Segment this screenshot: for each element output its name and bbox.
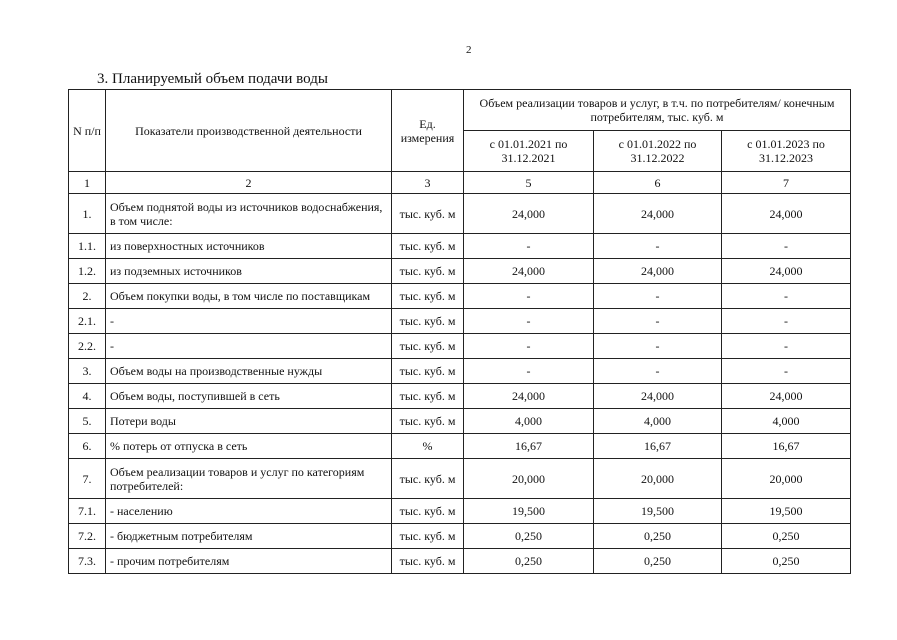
header-num: N п/п xyxy=(69,90,106,172)
row-number: 7. xyxy=(69,459,106,499)
row-value-2021: 0,250 xyxy=(464,549,594,574)
row-indicator: Объем воды на производственные нужды xyxy=(106,359,392,384)
row-indicator: из поверхностных источников xyxy=(106,234,392,259)
row-value-2023: 4,000 xyxy=(722,409,851,434)
row-value-2022: 24,000 xyxy=(594,259,722,284)
row-unit: тыс. куб. м xyxy=(392,309,464,334)
row-value-2022: 4,000 xyxy=(594,409,722,434)
row-value-2023: - xyxy=(722,359,851,384)
row-value-2022: 20,000 xyxy=(594,459,722,499)
row-value-2022: - xyxy=(594,284,722,309)
row-value-2022: 16,67 xyxy=(594,434,722,459)
header-unit: Ед. измерения xyxy=(392,90,464,172)
table-row xyxy=(69,459,851,499)
table-row xyxy=(69,384,851,409)
row-value-2022: - xyxy=(594,359,722,384)
row-value-2021: - xyxy=(464,334,594,359)
water-supply-table xyxy=(68,89,851,574)
row-value-2023: - xyxy=(722,234,851,259)
page-number: 2 xyxy=(466,44,472,56)
row-number: 3. xyxy=(69,359,106,384)
table-row xyxy=(69,309,851,334)
row-indicator: - xyxy=(106,309,392,334)
col-index-cell: 1 xyxy=(69,172,106,194)
row-value-2021: 0,250 xyxy=(464,524,594,549)
row-indicator: из подземных источников xyxy=(106,259,392,284)
row-unit: тыс. куб. м xyxy=(392,409,464,434)
col-index-cell: 3 xyxy=(392,172,464,194)
row-unit: тыс. куб. м xyxy=(392,259,464,284)
table-row xyxy=(69,499,851,524)
row-unit: тыс. куб. м xyxy=(392,234,464,259)
row-unit: тыс. куб. м xyxy=(392,524,464,549)
header-period-2022: с 01.01.2022 по 31.12.2022 xyxy=(594,131,722,172)
row-number: 2.2. xyxy=(69,334,106,359)
row-value-2023: - xyxy=(722,334,851,359)
row-value-2021: 20,000 xyxy=(464,459,594,499)
table-row xyxy=(69,434,851,459)
row-number: 7.2. xyxy=(69,524,106,549)
row-unit: тыс. куб. м xyxy=(392,499,464,524)
col-index-cell: 6 xyxy=(594,172,722,194)
section-title: 3. Планируемый объем подачи воды xyxy=(97,71,328,87)
row-value-2022: 0,250 xyxy=(594,524,722,549)
table-row xyxy=(69,524,851,549)
row-value-2021: 4,000 xyxy=(464,409,594,434)
column-index-row xyxy=(69,172,851,194)
table-row xyxy=(69,549,851,574)
col-index-cell: 7 xyxy=(722,172,851,194)
row-number: 1.2. xyxy=(69,259,106,284)
row-value-2021: 24,000 xyxy=(464,194,594,234)
row-number: 4. xyxy=(69,384,106,409)
row-unit: тыс. куб. м xyxy=(392,334,464,359)
row-value-2022: 24,000 xyxy=(594,384,722,409)
header-volume-group: Объем реализации товаров и услуг, в т.ч. по потребителям/ конечным потребителям, тыс. куб. м xyxy=(464,90,851,131)
row-value-2022: - xyxy=(594,234,722,259)
row-value-2023: 24,000 xyxy=(722,194,851,234)
col-index-cell: 2 xyxy=(106,172,392,194)
row-number: 7.3. xyxy=(69,549,106,574)
row-value-2023: 24,000 xyxy=(722,259,851,284)
row-unit: тыс. куб. м xyxy=(392,194,464,234)
table-row xyxy=(69,194,851,234)
row-number: 6. xyxy=(69,434,106,459)
table-row xyxy=(69,359,851,384)
table-row xyxy=(69,334,851,359)
row-value-2022: 24,000 xyxy=(594,194,722,234)
row-value-2023: 19,500 xyxy=(722,499,851,524)
row-value-2021: - xyxy=(464,234,594,259)
row-value-2021: - xyxy=(464,309,594,334)
row-indicator: Объем поднятой воды из источников водоснабжения, в том числе: xyxy=(106,194,392,234)
row-value-2023: - xyxy=(722,309,851,334)
row-value-2021: 24,000 xyxy=(464,384,594,409)
table-row xyxy=(69,409,851,434)
row-unit: тыс. куб. м xyxy=(392,384,464,409)
row-indicator: - прочим потребителям xyxy=(106,549,392,574)
row-value-2021: 16,67 xyxy=(464,434,594,459)
row-number: 1. xyxy=(69,194,106,234)
row-value-2023: 24,000 xyxy=(722,384,851,409)
row-indicator: Объем воды, поступившей в сеть xyxy=(106,384,392,409)
row-indicator: Объем покупки воды, в том числе по поставщикам xyxy=(106,284,392,309)
row-value-2021: 19,500 xyxy=(464,499,594,524)
row-value-2022: - xyxy=(594,334,722,359)
row-number: 2. xyxy=(69,284,106,309)
row-indicator: % потерь от отпуска в сеть xyxy=(106,434,392,459)
row-number: 5. xyxy=(69,409,106,434)
row-unit: % xyxy=(392,434,464,459)
row-number: 2.1. xyxy=(69,309,106,334)
row-number: 7.1. xyxy=(69,499,106,524)
row-indicator: Объем реализации товаров и услуг по категориям потребителей: xyxy=(106,459,392,499)
row-unit: тыс. куб. м xyxy=(392,549,464,574)
row-value-2023: 0,250 xyxy=(722,524,851,549)
table-row xyxy=(69,284,851,309)
header-period-2023: с 01.01.2023 по 31.12.2023 xyxy=(722,131,851,172)
row-value-2021: - xyxy=(464,359,594,384)
row-unit: тыс. куб. м xyxy=(392,459,464,499)
row-value-2023: 20,000 xyxy=(722,459,851,499)
row-value-2022: 0,250 xyxy=(594,549,722,574)
row-value-2021: - xyxy=(464,284,594,309)
row-number: 1.1. xyxy=(69,234,106,259)
row-value-2023: 0,250 xyxy=(722,549,851,574)
row-indicator: - xyxy=(106,334,392,359)
row-value-2023: - xyxy=(722,284,851,309)
row-value-2022: 19,500 xyxy=(594,499,722,524)
table-row xyxy=(69,259,851,284)
row-indicator: Потери воды xyxy=(106,409,392,434)
row-unit: тыс. куб. м xyxy=(392,284,464,309)
header-period-2021: с 01.01.2021 по 31.12.2021 xyxy=(464,131,594,172)
row-indicator: - населению xyxy=(106,499,392,524)
row-value-2021: 24,000 xyxy=(464,259,594,284)
row-value-2022: - xyxy=(594,309,722,334)
row-value-2023: 16,67 xyxy=(722,434,851,459)
row-indicator: - бюджетным потребителям xyxy=(106,524,392,549)
table-row xyxy=(69,234,851,259)
col-index-cell: 5 xyxy=(464,172,594,194)
header-indicator: Показатели производственной деятельности xyxy=(106,90,392,172)
row-unit: тыс. куб. м xyxy=(392,359,464,384)
